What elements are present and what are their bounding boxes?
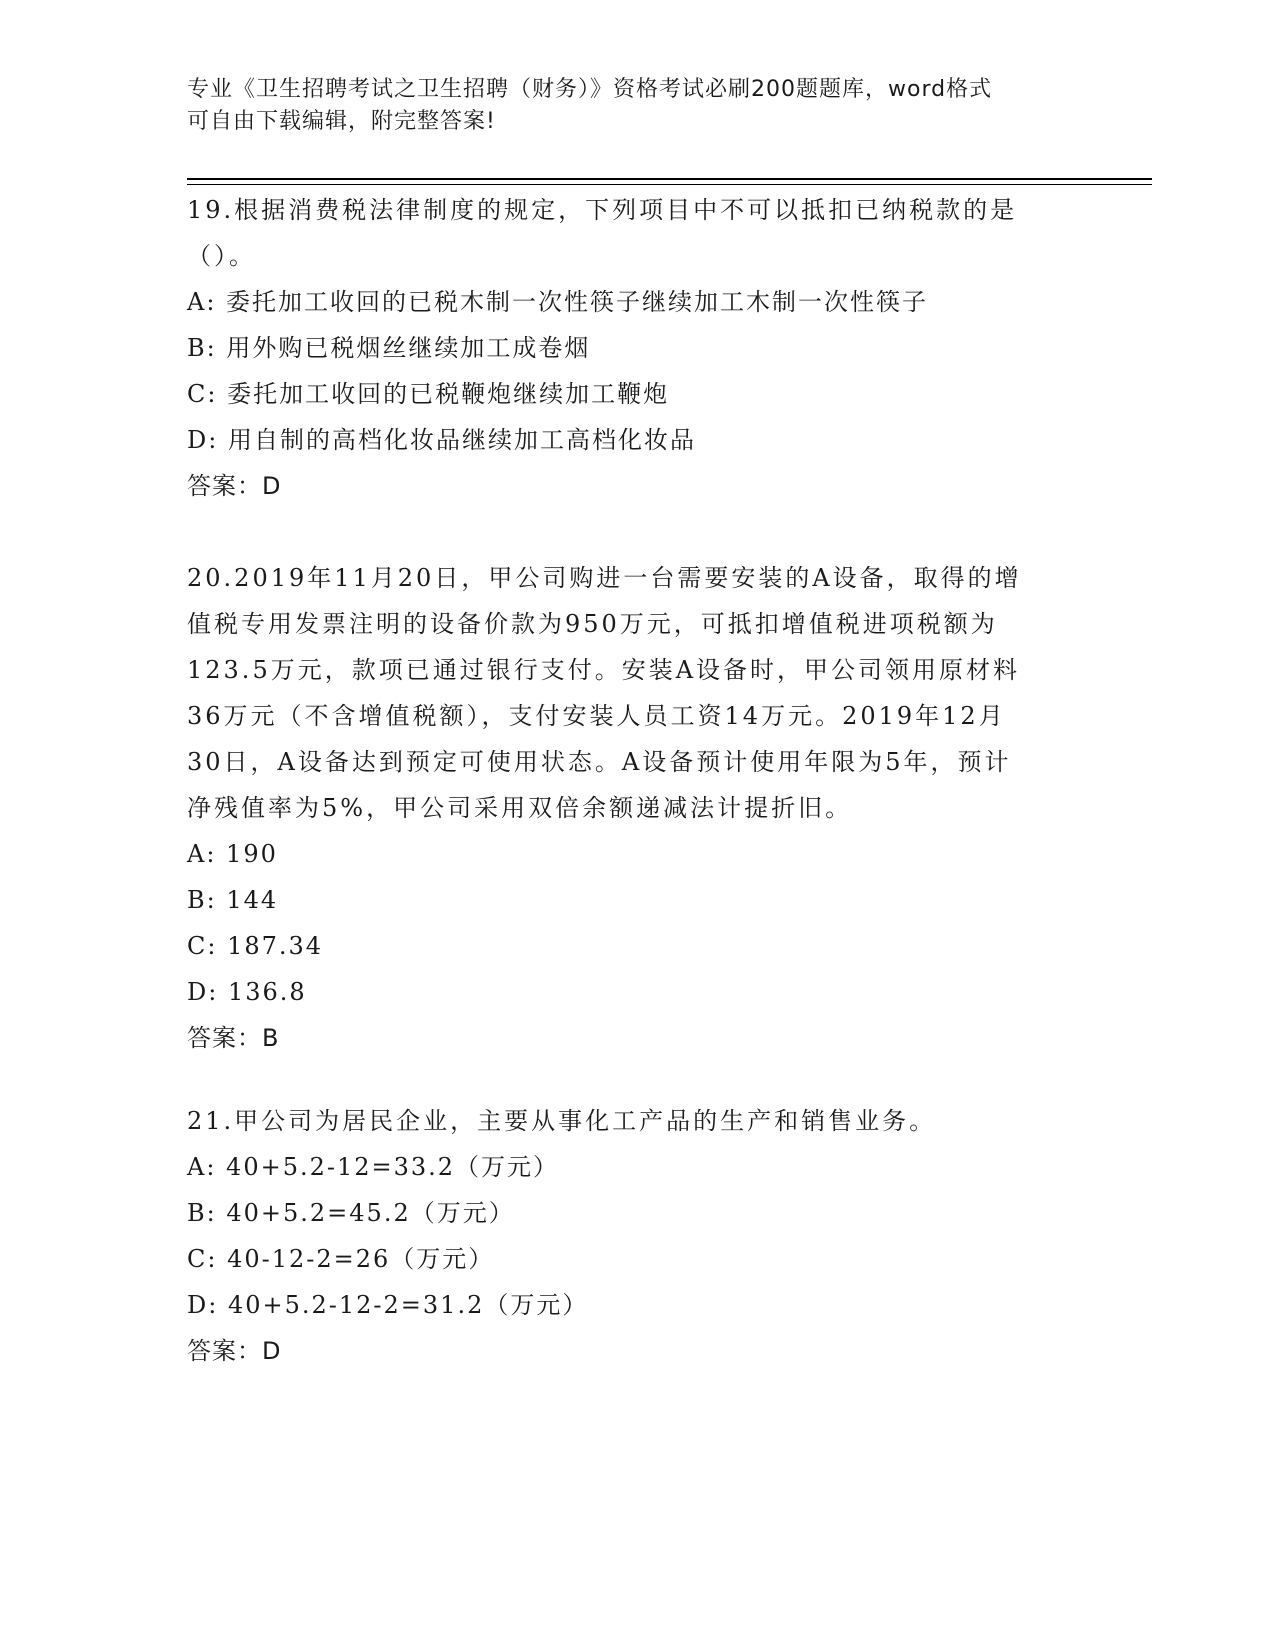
question-stem-line: 30日，A设备达到预定可使用状态。A设备预计使用年限为5年，预计 (187, 748, 1012, 776)
question-stem-line: 36万元（不含增值税额），支付安装人员工资14万元。2019年12月 (187, 702, 1006, 730)
header-title-line-1: 专业《卫生招聘考试之卫生招聘（财务）》资格考试必刷200题题库，word格式 (187, 77, 993, 102)
option-c: C: 委托加工收回的已税鞭炮继续加工鞭炮 (187, 380, 670, 408)
option-c: C: 40-12-2=26（万元） (187, 1245, 495, 1273)
question-stem-line: 123.5万元，款项已通过银行支付。安装A设备时，甲公司领用原材料 (187, 656, 1021, 684)
question-stem-line: 21.甲公司为居民企业，主要从事化工产品的生产和销售业务。 (187, 1107, 937, 1135)
option-d: D: 用自制的高档化妆品继续加工高档化妆品 (187, 426, 696, 454)
option-b: B: 144 (187, 886, 279, 914)
header-divider-thick (187, 178, 1152, 180)
option-c: C: 187.34 (187, 932, 324, 960)
document-header (187, 74, 1087, 138)
question-20 (187, 555, 1087, 1061)
option-a: A: 40+5.2-12=33.2（万元） (187, 1153, 560, 1181)
question-stem-line: 19.根据消费税法律制度的规定，下列项目中不可以抵扣已纳税款的是 (187, 196, 1018, 224)
question-19 (187, 187, 1087, 509)
option-b: B: 40+5.2=45.2（万元） (187, 1199, 515, 1227)
answer-line: 答案：B (187, 1024, 280, 1052)
option-d: D: 40+5.2-12-2=31.2（万元） (187, 1291, 589, 1319)
question-stem-line: 净残值率为5%，甲公司采用双倍余额递减法计提折旧。 (187, 794, 853, 822)
question-21 (187, 1098, 1087, 1374)
header-title-line-2: 可自由下载编辑，附完整答案! (187, 109, 496, 134)
option-a: A: 190 (187, 840, 278, 868)
option-d: D: 136.8 (187, 978, 307, 1006)
question-stem-line: 20.2019年11月20日，甲公司购进一台需要安装的A设备，取得的增 (187, 564, 1022, 592)
header-divider-thin (187, 184, 1152, 185)
option-a: A: 委托加工收回的已税木制一次性筷子继续加工木制一次性筷子 (187, 288, 929, 316)
question-stem-line: （）。 (187, 242, 256, 270)
option-b: B: 用外购已税烟丝继续加工成卷烟 (187, 334, 591, 362)
answer-line: 答案：D (187, 1337, 282, 1365)
question-stem-line: 值税专用发票注明的设备价款为950万元，可抵扣增值税进项税额为 (187, 610, 998, 638)
answer-line: 答案：D (187, 472, 282, 500)
